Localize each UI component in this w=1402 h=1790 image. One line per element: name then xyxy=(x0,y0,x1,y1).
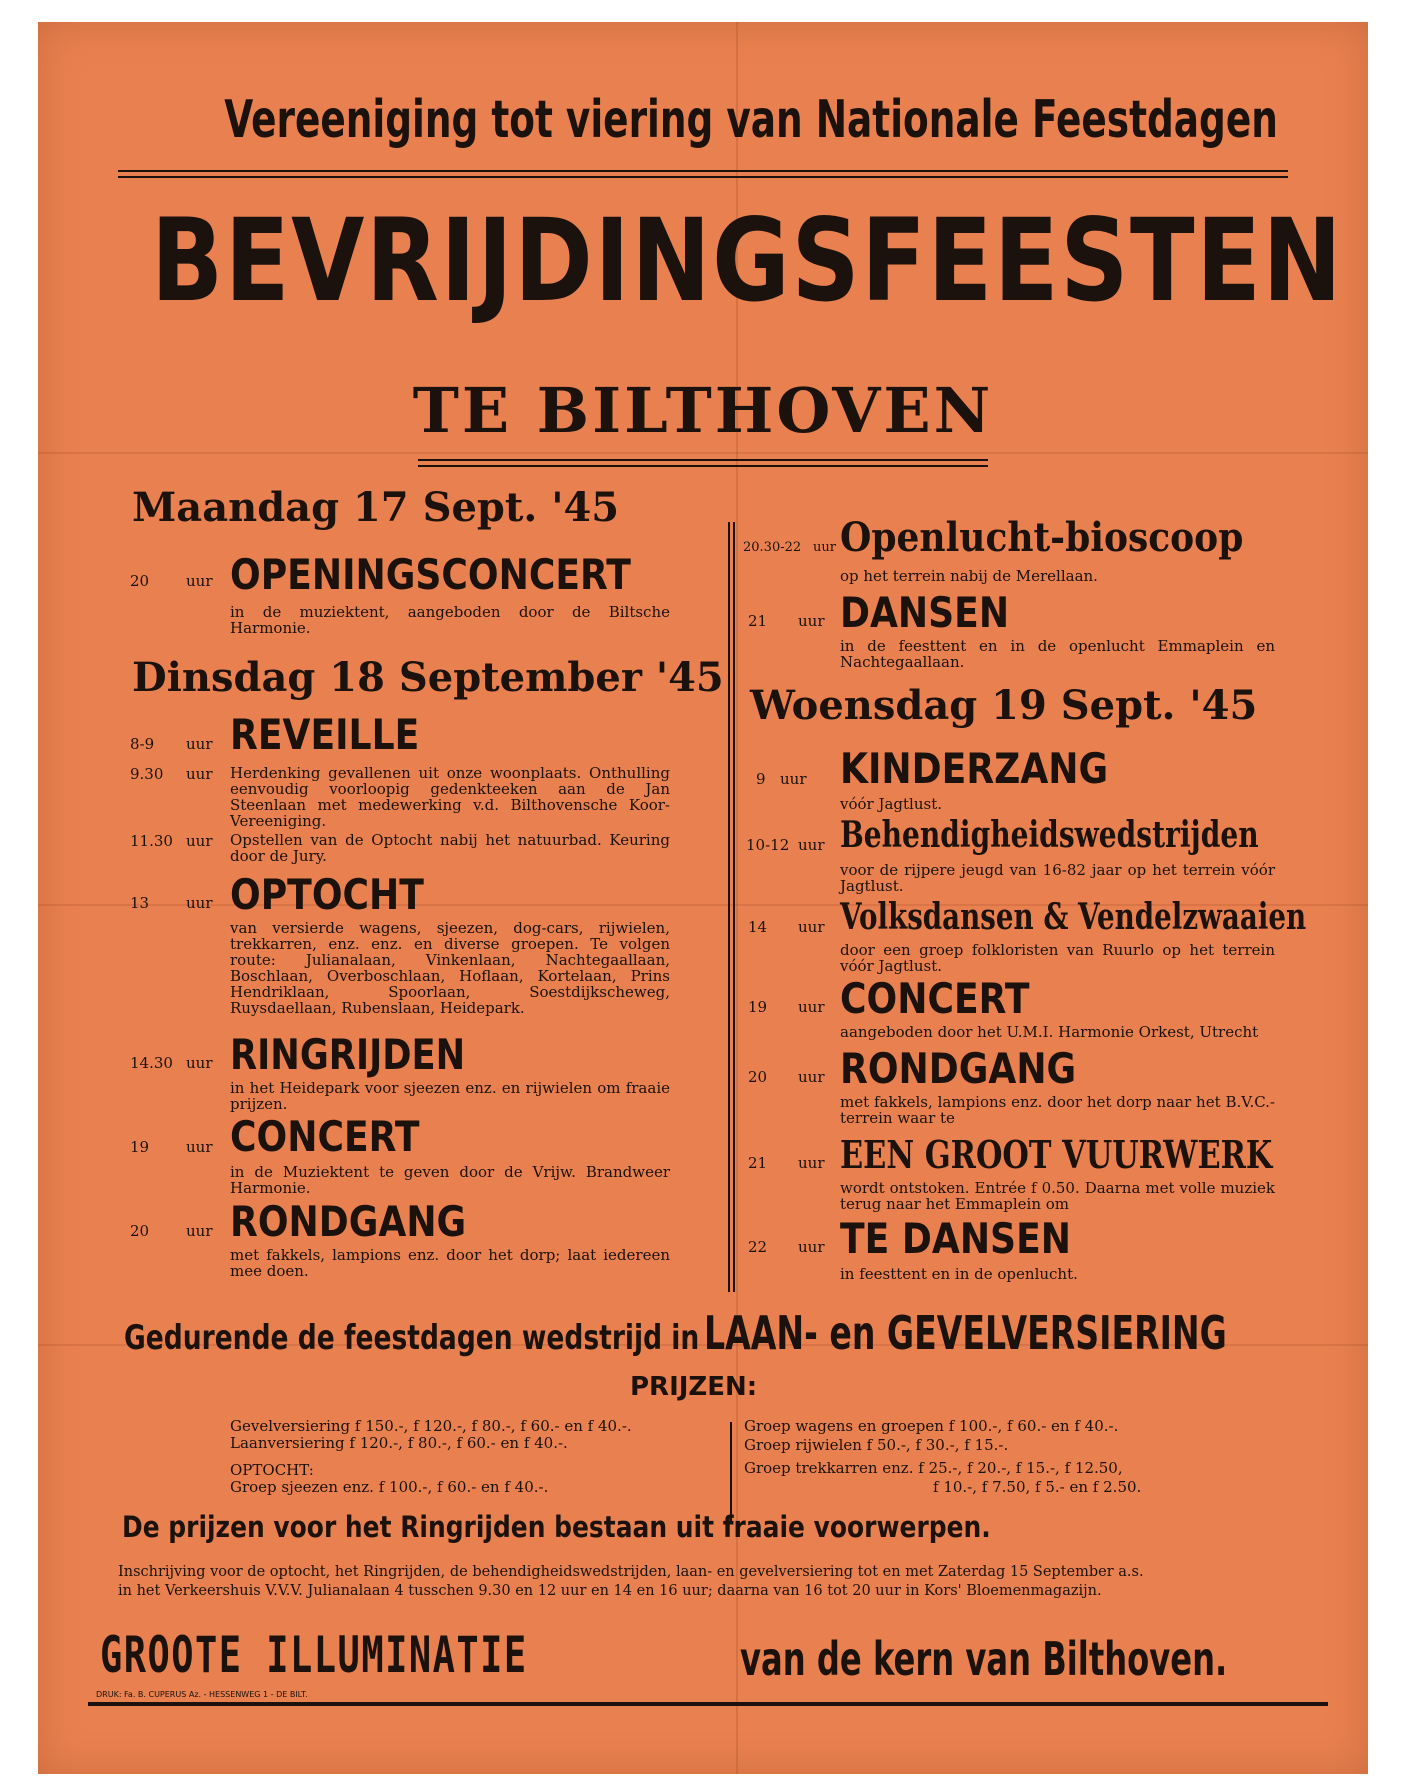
event-time: 10-12 xyxy=(746,836,790,854)
event-description: vóór Jagtlust. xyxy=(840,795,943,813)
prize-line: f 10.-, f 7.50, f 5.- en f 2.50. xyxy=(933,1478,1142,1496)
event-time: 9.30 xyxy=(130,765,164,783)
column-divider xyxy=(728,522,735,1292)
event-time: 19 xyxy=(130,1138,150,1156)
event-description: van versierde wagens, sjeezen, dog-cars, rijwielen, trekkarren, enz. enz. en diverse groepen. Te volgen route: Julianalaan, Vinkenlaan, Nachtegaallaan, Boschlaan, Overboschlaan, Hoflaan, Kortelaan, Prins Hendriklaan, Spoorlaan, Soestdijkscheweg, Ruysdaellaan, Rubenslaan, Heidepark. xyxy=(230,919,670,1017)
registration-line: Inschrijving voor de optocht, het Ringrijden, de behendigheidswedstrijden, laan- en gevelversiering tot en met Zaterdag 15 September a.s. xyxy=(118,1564,1144,1580)
day-heading: Dinsdag 18 September '45 xyxy=(132,654,724,701)
event-description: wordt ontstoken. Entrée f 0.50. Daarna met volle muziek terug naar het Emmaplein om xyxy=(840,1179,1275,1213)
illumination-subheading: van de kern van Bilthoven. xyxy=(740,1632,1228,1686)
prize-line: Gevelversiering f 150.-, f 120.-, f 80.-, f 60.- en f 40.-. xyxy=(230,1417,632,1435)
event-time-unit: uur xyxy=(186,765,213,783)
fold-line xyxy=(38,452,1368,454)
event-title: RONDGANG xyxy=(230,1197,467,1246)
event-description: Opstellen van de Optocht nabij het natuurbad. Keuring door de Jury. xyxy=(230,831,670,865)
event-time-unit: uur xyxy=(798,1068,825,1086)
poster-title: BEVRIJDINGSFEESTEN xyxy=(151,194,1344,327)
event-time-unit: uur xyxy=(798,918,825,936)
event-time-unit: uur xyxy=(186,735,213,753)
event-title: OPTOCHT xyxy=(230,870,424,919)
event-title: Openlucht-bioscoop xyxy=(840,514,1244,561)
event-time-unit: uur xyxy=(186,894,213,912)
event-title: EEN GROOT VUURWERK xyxy=(840,1132,1273,1177)
event-description: aangeboden door het U.M.I. Harmonie Orkest, Utrecht xyxy=(840,1023,1259,1041)
prize-line: Laanversiering f 120.-, f 80.-, f 60.- en f 40.-. xyxy=(230,1434,568,1452)
event-description: met fakkels, lampions enz. door het dorp; laat iedereen mee doen. xyxy=(230,1246,670,1280)
event-time: 9 xyxy=(756,770,766,788)
footer-rule xyxy=(88,1702,1328,1706)
ringrijden-note: De prijzen voor het Ringrijden bestaan uit fraaie voorwerpen. xyxy=(122,1510,991,1544)
event-time: 20.30-22 xyxy=(743,540,802,555)
event-title: Volksdansen & Vendelzwaaien xyxy=(840,896,1307,938)
event-time: 20 xyxy=(748,1068,768,1086)
event-title: RONDGANG xyxy=(840,1044,1077,1093)
event-time: 14.30 xyxy=(130,1054,173,1072)
event-time: 8-9 xyxy=(130,735,155,753)
event-time: 22 xyxy=(748,1238,768,1256)
poster-subtitle: TE BILTHOVEN xyxy=(412,374,994,447)
prizes-title: PRIJZEN: xyxy=(630,1372,758,1402)
prize-line: OPTOCHT: xyxy=(230,1461,314,1479)
event-description: in feesttent en in de openlucht. xyxy=(840,1265,1078,1283)
event-title: RINGRIJDEN xyxy=(230,1030,466,1079)
event-time: 21 xyxy=(748,612,768,630)
day-heading: Woensdag 19 Sept. '45 xyxy=(750,682,1258,729)
event-title: CONCERT xyxy=(230,1112,420,1161)
prize-line: Groep wagens en groepen f 100.-, f 60.- en f 40.-. xyxy=(744,1417,1119,1435)
event-title: Behendigheidswedstrijden xyxy=(840,814,1259,856)
printer-credit: DRUK: Fa. B. CUPERUS Az. - HESSENWEG 1 - DE BILT. xyxy=(96,1690,308,1699)
event-description: in de muziektent, aangeboden door de Biltsche Harmonie. xyxy=(230,603,670,637)
event-time-unit: uur xyxy=(186,572,213,590)
header-rule xyxy=(118,176,1288,178)
day-heading: Maandag 17 Sept. '45 xyxy=(132,484,620,531)
event-description: in de Muziektent te geven door de Vrijw. Brandweer Harmonie. xyxy=(230,1163,670,1197)
event-description: voor de rijpere jeugd van 16-82 jaar op het terrein vóór Jagtlust. xyxy=(840,861,1275,895)
poster xyxy=(38,22,1368,1774)
event-description: in het Heidepark voor sjeezen enz. en rijwielen om fraaie prijzen. xyxy=(230,1079,670,1113)
event-title: CONCERT xyxy=(840,974,1030,1023)
event-time-unit: uur xyxy=(186,1138,213,1156)
registration-line: in het Verkeershuis V.V.V. Julianalaan 4 tusschen 9.30 en 12 uur en 14 en 16 uur; daarna van 16 tot 20 uur in Kors' Bloemenmagazijn. xyxy=(118,1583,1102,1599)
event-time: 11.30 xyxy=(130,832,173,850)
prize-line: Groep sjeezen enz. f 100.-, f 60.- en f 40.-. xyxy=(230,1478,549,1496)
event-title: DANSEN xyxy=(840,588,1010,637)
event-time-unit: uur xyxy=(186,832,213,850)
event-description: in de feesttent en in de openlucht Emmaplein en Nachtegaallaan. xyxy=(840,637,1275,671)
event-time-unit: uur xyxy=(798,1238,825,1256)
event-description: op het terrein nabij de Merellaan. xyxy=(840,567,1098,585)
event-title: OPENINGSCONCERT xyxy=(230,550,631,599)
prizes-divider xyxy=(730,1422,732,1522)
subtitle-rule xyxy=(418,465,988,467)
event-time-unit: uur xyxy=(186,1222,213,1240)
event-time: 14 xyxy=(748,918,768,936)
event-time-unit: uur xyxy=(798,1154,825,1172)
event-time-unit: uur xyxy=(798,998,825,1016)
event-time: 19 xyxy=(748,998,768,1016)
event-description: door een groep folkloristen van Ruurlo op het terrein vóór Jagtlust. xyxy=(840,941,1275,975)
organization-name: Vereeniging tot viering van Nationale Feestdagen xyxy=(224,90,1278,150)
header-rule xyxy=(118,170,1288,172)
event-time-unit: uur xyxy=(780,770,807,788)
event-time-unit: uur xyxy=(798,836,825,854)
event-description: met fakkels, lampions enz. door het dorp naar het B.V.C.-terrein waar te xyxy=(840,1093,1275,1127)
contest-highlight: LAAN- en GEVELVERSIERING xyxy=(704,1306,1227,1360)
event-title: REVEILLE xyxy=(230,710,420,759)
contest-intro: Gedurende de feestdagen wedstrijd in xyxy=(124,1318,700,1358)
event-time: 21 xyxy=(748,1154,768,1172)
prize-line: Groep trekkarren enz. f 25.-, f 20.-, f 15.-, f 12.50, xyxy=(744,1459,1123,1477)
event-time: 20 xyxy=(130,1222,150,1240)
prize-line: Groep rijwielen f 50.-, f 30.-, f 15.-. xyxy=(744,1436,1009,1454)
event-time: 20 xyxy=(130,572,150,590)
event-time-unit: uur xyxy=(813,540,836,555)
subtitle-rule xyxy=(418,459,988,461)
event-time: 13 xyxy=(130,894,150,912)
event-description: Herdenking gevallenen uit onze woonplaats. Onthulling eenvoudig voorloopig gedenkteeken aan de Jan Steenlaan met medewerking v.d. Bilthovensche Koor-Vereeniging. xyxy=(230,764,670,830)
illumination-heading: GROOTE ILLUMINATIE xyxy=(100,1626,528,1684)
event-title: KINDERZANG xyxy=(840,744,1109,793)
event-time-unit: uur xyxy=(798,612,825,630)
event-title: TE DANSEN xyxy=(840,1214,1071,1263)
event-time-unit: uur xyxy=(186,1054,213,1072)
